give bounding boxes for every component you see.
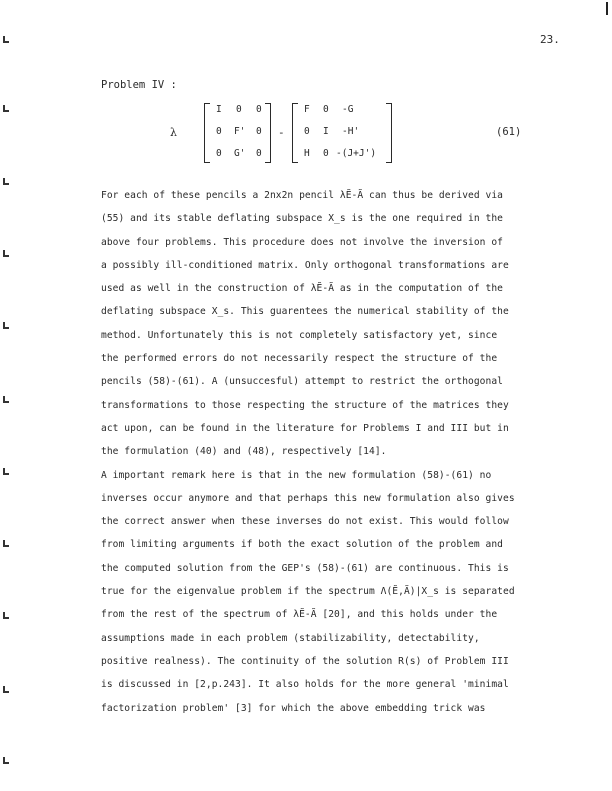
right-bracket [265, 103, 271, 163]
matrix-cell: 0 [256, 126, 262, 137]
paragraph [101, 464, 561, 720]
text-line: act upon, can be found in the literature for Problems I and III but in [101, 422, 509, 434]
text-line: A important remark here is that in the new formulation (58)-(61) no [101, 469, 492, 481]
matrix-cell: 0 [216, 148, 222, 159]
minus-operator: - [278, 126, 285, 139]
paragraph [101, 184, 561, 464]
matrix-cell: 0 [304, 126, 310, 137]
text-line: assumptions made in each problem (stabilizability, detectability, [101, 632, 480, 644]
text-line: the computed solution from the GEP's (58)-(61) are continuous. This is [101, 562, 509, 574]
text-line: the correct answer when these inverses do not exist. This would follow [101, 516, 509, 528]
text-line: used as well in the construction of λẼ-Ã as in the computation of the [101, 283, 503, 295]
equation-number: (61) [496, 126, 522, 138]
text-line: from the rest of the spectrum of λẼ-Ã [20], and this holds under the [101, 609, 498, 621]
text-line: factorization problem' [3] for which the above embedding trick was [101, 702, 486, 714]
right-bracket [386, 103, 392, 163]
margin-tick [3, 36, 9, 43]
left-bracket [292, 103, 298, 163]
left-matrix [204, 103, 271, 163]
page-edge-mark [606, 2, 608, 15]
matrix-cell: F' [234, 126, 246, 137]
text-line: a possibly ill-conditioned matrix. Only orthogonal transformations are [101, 259, 509, 271]
text-line: the formulation (40) and (48), respectively [14]. [101, 446, 387, 458]
matrix-cell: -G [342, 104, 354, 115]
matrix-cell: 0 [236, 104, 242, 115]
matrix-cell: 0 [323, 104, 329, 115]
matrix-cell: I [323, 126, 329, 137]
margin-tick [3, 757, 9, 764]
text-line: (55) and its stable deflating subspace X_s is the one required in the [101, 213, 503, 225]
text-line: positive realness). The continuity of the solution R(s) of Problem III [101, 655, 509, 667]
text-line: true for the eigenvalue problem if the spectrum Λ(Ẽ,Ã)|X_s is separated [101, 586, 515, 598]
page-number: 23. [540, 33, 560, 46]
matrix-cell: 0 [323, 148, 329, 159]
text-line: inverses occur anymore and that perhaps this new formulation also gives [101, 492, 515, 504]
text-line: pencils (58)-(61). A (unsuccesful) attempt to restrict the orthogonal [101, 376, 503, 388]
right-matrix [292, 103, 392, 163]
matrix-cell: H [304, 148, 310, 159]
text-line: the performed errors do not necessarily respect the structure of the [101, 353, 498, 365]
text-line: transformations to those respecting the structure of the matrices they [101, 399, 509, 411]
matrix-cell: I [216, 104, 222, 115]
matrix-cell: 0 [256, 104, 262, 115]
text-line: method. Unfortunately this is not completely satisfactory yet, since [101, 329, 498, 341]
matrix-cell: 0 [256, 148, 262, 159]
text-line: above four problems. This procedure does not involve the inversion of [101, 236, 503, 248]
margin-tick [3, 322, 9, 329]
matrix-cell: -H' [342, 126, 360, 137]
matrix-cell: 0 [216, 126, 222, 137]
matrix-cell: F [304, 104, 310, 115]
margin-tick [3, 540, 9, 547]
matrix-equation [0, 103, 612, 165]
matrix-cell: G' [234, 148, 246, 159]
text-line: from limiting arguments if both the exact solution of the problem and [101, 539, 503, 551]
matrix-cell: -(J+J') [336, 148, 377, 159]
text-line: deflating subspace X_s. This guarentees the numerical stability of the [101, 306, 509, 318]
text-line: For each of these pencils a 2nx2n pencil λẼ-Ã can thus be derived via [101, 190, 503, 201]
body-text [101, 184, 561, 720]
margin-tick [3, 468, 9, 475]
margin-tick [3, 250, 9, 257]
margin-tick [3, 686, 9, 693]
problem-heading: Problem IV : [101, 79, 177, 91]
margin-tick [3, 178, 9, 185]
left-bracket [204, 103, 210, 163]
margin-tick [3, 396, 9, 403]
text-line: is discussed in [2,p.243]. It also holds for the more general 'minimal [101, 679, 509, 691]
margin-tick [3, 612, 9, 619]
lambda-symbol: λ [170, 126, 177, 139]
